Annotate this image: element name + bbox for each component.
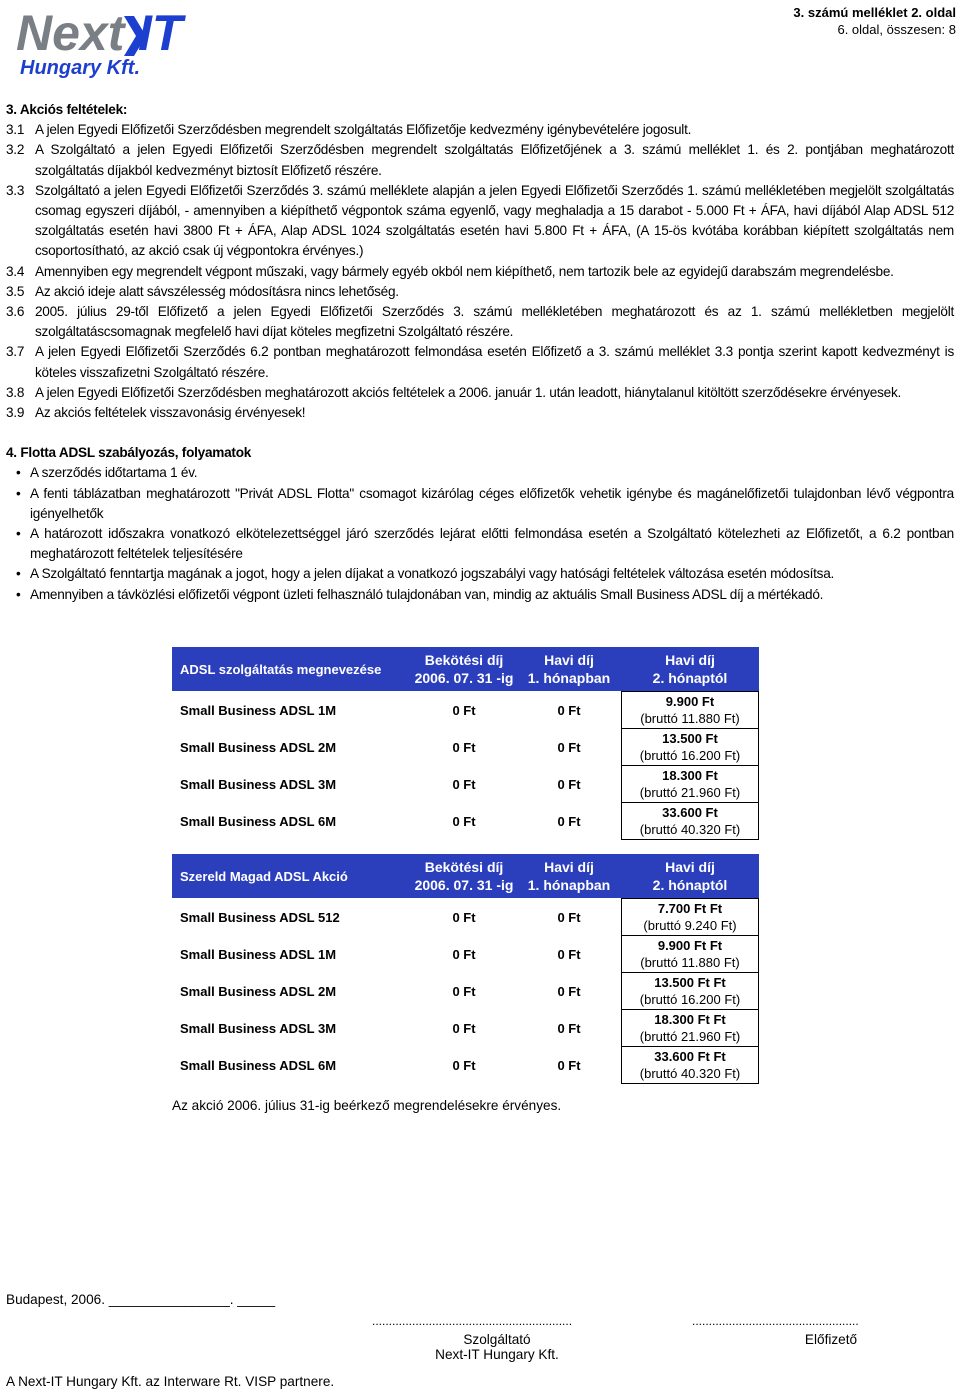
clause-text: Amennyiben egy megrendelt végpont műszaki, vagy bármely egyéb okból nem kiépíthető, nem tartozik bele az egyidejű darabszám megrendelésbe. xyxy=(35,263,894,279)
clause-text: Az akciós feltételek visszavonásig érvényesek! xyxy=(35,405,306,421)
service-name-cell: Small Business ADSL 3M xyxy=(180,1021,337,1036)
service-name-cell: Small Business ADSL 6M xyxy=(180,1058,337,1073)
clause-item xyxy=(6,262,954,282)
setup-fee-cell: 0 Ft xyxy=(452,702,476,718)
header-month2-fee: Havi díj 2. hónaptól xyxy=(621,647,759,691)
clause-item xyxy=(6,302,954,342)
bullet-icon: • xyxy=(16,465,21,481)
setup-fee-cell: 0 Ft xyxy=(452,909,476,925)
month1-fee-cell: 0 Ft xyxy=(557,984,581,999)
logo-sub-text: Hungary Kft. xyxy=(20,57,140,78)
section-4-bullets xyxy=(6,463,954,604)
clause-text: Az akció ideje alatt sávszélesség módosításra nincs lehetőség. xyxy=(35,283,399,299)
month1-fee-cell: 0 Ft xyxy=(557,1021,581,1036)
clause-text: A jelen Egyedi Előfizetői Szerződésben meghatározott akciós feltételek a 2006. január 1. után leadott, hiánytalanul kitöltött szerződésekre érvényesek. xyxy=(35,384,902,400)
clause-item xyxy=(6,342,954,382)
bullet-text: A szerződés időtartama 1 év. xyxy=(30,465,198,481)
table-row xyxy=(172,973,759,1010)
service-name-cell: Small Business ADSL 2M xyxy=(180,984,337,999)
month1-fee-cell: 0 Ft xyxy=(557,777,581,792)
gross-price: (bruttó 16.200 Ft) xyxy=(639,748,741,763)
setup-fee-cell: 0 Ft xyxy=(452,1058,476,1073)
section-4-title: 4. Flotta ADSL szabályozás, folyamatok xyxy=(6,445,252,461)
promo-validity-note: Az akció 2006. július 31-ig beérkező megrendelésekre érvényes. xyxy=(172,1098,562,1113)
header-setup-fee: Bekötési díj 2006. 07. 31 -ig xyxy=(411,854,517,898)
gross-price: (bruttó 11.880 Ft) xyxy=(640,955,740,970)
header-month2-fee: Havi díj 2. hónaptól xyxy=(621,854,759,898)
table-row xyxy=(172,898,759,936)
month2-fee-cell xyxy=(621,729,759,766)
table-row xyxy=(172,766,759,803)
month2-fee-cell xyxy=(621,936,759,973)
gross-price: (bruttó 11.880 Ft) xyxy=(640,711,740,726)
setup-fee-cell: 0 Ft xyxy=(452,814,476,829)
clause-number: 3.5 xyxy=(6,283,25,299)
setup-fee-cell: 0 Ft xyxy=(452,984,476,999)
month1-fee-cell: 0 Ft xyxy=(557,1058,581,1073)
subscriber-signature-line: .................................................. xyxy=(692,1314,859,1328)
partner-note: A Next-IT Hungary Kft. az Interware Rt. VISP partnere. xyxy=(6,1374,335,1389)
gross-price: (bruttó 21.960 Ft) xyxy=(639,1029,741,1044)
bullet-text: A határozott időszakra vonatkozó elkötelezettséggel járó szerződés lejárat előtti felmondása esetén a Szolgáltató kötelezheti az Előfizetőt, a 6.2 pontban meghatározott feltételek teljesítésére xyxy=(30,526,954,562)
month2-fee-cell xyxy=(621,973,759,1010)
bullet-text: A Szolgáltató fenntartja magának a jogot, hogy a jelen díjakat a vonatkozó jogszabályi vagy hatósági feltételek változása esetén módosítsa. xyxy=(30,566,835,582)
section-3-items xyxy=(6,120,954,423)
clause-number: 3.7 xyxy=(6,344,25,360)
net-price: 18.300 Ft xyxy=(662,768,718,783)
net-price: 9.900 Ft xyxy=(665,694,715,709)
clause-text: A jelen Egyedi Előfizetői Szerződésben megrendelt szolgáltatás Előfizetője kedvezmény igénybevételére jogosult. xyxy=(35,122,692,138)
table-row xyxy=(172,691,759,729)
header-annex-label: 3. számú melléklet 2. oldal xyxy=(793,5,956,20)
month2-fee-cell xyxy=(621,766,759,803)
net-price: 33.600 Ft xyxy=(662,805,718,820)
gross-price: (bruttó 21.960 Ft) xyxy=(639,785,741,800)
header-page-count: 6. oldal, összesen: 8 xyxy=(837,22,956,37)
setup-fee-cell: 0 Ft xyxy=(452,777,476,792)
bullet-icon: • xyxy=(16,485,21,501)
month1-fee-cell: 0 Ft xyxy=(557,947,581,962)
net-price: 13.500 Ft Ft xyxy=(654,975,726,990)
month2-fee-cell xyxy=(621,898,759,936)
signature-date-line: Budapest, 2006. ________________. _____ xyxy=(6,1292,276,1307)
month1-fee-cell: 0 Ft xyxy=(557,909,581,925)
section-3-title: 3. Akciós feltételek: xyxy=(6,102,128,117)
month1-fee-cell: 0 Ft xyxy=(557,740,581,755)
table-header-row xyxy=(172,647,759,691)
gross-price: (bruttó 40.320 Ft) xyxy=(639,1066,741,1081)
month1-fee-cell: 0 Ft xyxy=(557,702,581,718)
setup-fee-cell: 0 Ft xyxy=(452,740,476,755)
header-month1-fee: Havi díj 1. hónapban xyxy=(517,647,621,691)
service-name-cell: Small Business ADSL 6M xyxy=(180,814,337,829)
clause-number: 3.6 xyxy=(6,304,25,320)
net-price: 13.500 Ft xyxy=(662,731,718,746)
bullet-text: A fenti táblázatban meghatározott "Privát ADSL Flotta" csomagot kizárólag céges előfizetők vehetik igénybe és magánelőfizetői tulajdonban lévő végpontra igényelhetők xyxy=(30,485,954,521)
list-item xyxy=(6,564,954,584)
clause-text: A jelen Egyedi Előfizetői Szerződés 6.2 pontban meghatározott felmondása esetén Előfizető a 3. számú melléklet 3.3 pontja szerint kapott kedvezményt is köteles visszafizetni Szolgáltató részére. xyxy=(35,344,954,380)
service-name-cell: Small Business ADSL 1M xyxy=(180,702,337,718)
price-table-adsl xyxy=(172,647,759,840)
clause-text: Szolgáltató a jelen Egyedi Előfizetői Szerződés 3. számú melléklete alapján a jelen Egyedi Előfizetői Szerződés 1. számú mellékletében megjelölt szolgáltatás csomag egyszeri díjából, - amennyiben a kiépíthető végpontok száma egyenlő, vagy meghaladja a 15 darabot - 5.000 Ft + ÁFA, havi díjából Alap ADSL 512 szolgáltatás esetén havi 3800 Ft + ÁFA, Alap ADSL 1024 szolgáltatás esetén havi 5.800 Ft + ÁFA, (A 15-ös kvótába korábban kiépített szolgáltatás nem csoportosítható, az akció csak új végpontokra érvényes.) xyxy=(35,182,954,259)
provider-signature-line: ............................................................ xyxy=(372,1314,573,1328)
bullet-icon: • xyxy=(16,526,21,542)
clause-item xyxy=(6,120,954,140)
page-header-info xyxy=(793,4,956,38)
clause-number: 3.9 xyxy=(6,405,25,421)
svg-text:IT: IT xyxy=(138,6,183,61)
list-item xyxy=(6,484,954,524)
clause-item xyxy=(6,383,954,403)
service-name-cell: Small Business ADSL 3M xyxy=(180,777,337,792)
price-table-self-install xyxy=(172,854,759,1084)
clause-text: 2005. július 29-től Előfizető a jelen Egyedi Előfizetői Szerződés 3. számú mellékletében meghatározott és az 1. számú mellékletben megjelölt szolgáltatáscsomagnak megfelelő havi díjat köteles megfizetni Szolgáltató részére. xyxy=(35,304,954,340)
table-row xyxy=(172,936,759,973)
table-row xyxy=(172,1010,759,1047)
table-row xyxy=(172,1047,759,1084)
table-row xyxy=(172,803,759,840)
clause-item xyxy=(6,140,954,180)
document-body xyxy=(6,100,954,605)
service-name-cell: Small Business ADSL 512 xyxy=(180,909,340,925)
month2-fee-cell xyxy=(621,1010,759,1047)
clause-item xyxy=(6,181,954,262)
clause-number: 3.1 xyxy=(6,122,25,138)
service-name-cell: Small Business ADSL 2M xyxy=(180,740,337,755)
service-name-cell: Small Business ADSL 1M xyxy=(180,947,337,962)
bullet-icon: • xyxy=(16,586,21,602)
clause-number: 3.4 xyxy=(6,263,25,279)
gross-price: (bruttó 40.320 Ft) xyxy=(639,822,741,837)
clause-item xyxy=(6,282,954,302)
clause-number: 3.3 xyxy=(6,182,25,198)
header-setup-fee: Bekötési díj 2006. 07. 31 -ig xyxy=(411,647,517,691)
net-price: 9.900 Ft Ft xyxy=(657,938,723,953)
gross-price: (bruttó 16.200 Ft) xyxy=(639,992,741,1007)
month2-fee-cell xyxy=(621,1047,759,1084)
clause-item xyxy=(6,403,954,423)
month2-fee-cell xyxy=(621,691,759,729)
logo-main-text: Next xyxy=(16,6,125,61)
subscriber-signature-label: Előfizető xyxy=(804,1332,858,1347)
clause-text: A Szolgáltató a jelen Egyedi Előfizetői Szerződésben megrendelt szolgáltatás Előfizetőjének a 3. számú melléklet 1. és 2. pontjában meghatározott szolgáltatás díjakból kedvezményt biztosít Előfizető részére. xyxy=(35,142,954,178)
list-item xyxy=(6,585,954,605)
bullet-text: Amennyiben a távközlési előfizetői végpont üzleti felhasználó tulajdonában van, mindig az aktuális Small Business ADSL díj a mértékadó. xyxy=(30,586,824,602)
list-item xyxy=(6,524,954,564)
company-logo xyxy=(14,6,194,78)
table-row xyxy=(172,729,759,766)
net-price: 18.300 Ft Ft xyxy=(654,1012,726,1027)
gross-price: (bruttó 9.240 Ft) xyxy=(643,918,737,933)
month2-fee-cell xyxy=(621,803,759,840)
provider-signature-label: Szolgáltató Next-IT Hungary Kft. xyxy=(435,1332,559,1362)
header-service-name: Szereld Magad ADSL Akció xyxy=(172,854,411,898)
net-price: 7.700 Ft Ft xyxy=(657,901,723,916)
clause-number: 3.8 xyxy=(6,384,25,400)
list-item xyxy=(6,463,954,483)
setup-fee-cell: 0 Ft xyxy=(452,947,476,962)
setup-fee-cell: 0 Ft xyxy=(452,1021,476,1036)
clause-number: 3.2 xyxy=(6,142,25,158)
header-service-name: ADSL szolgáltatás megnevezése xyxy=(172,647,411,691)
net-price: 33.600 Ft Ft xyxy=(654,1049,726,1064)
table-header-row xyxy=(172,854,759,898)
bullet-icon: • xyxy=(16,566,21,582)
month1-fee-cell: 0 Ft xyxy=(557,814,581,829)
header-month1-fee: Havi díj 1. hónapban xyxy=(517,854,621,898)
